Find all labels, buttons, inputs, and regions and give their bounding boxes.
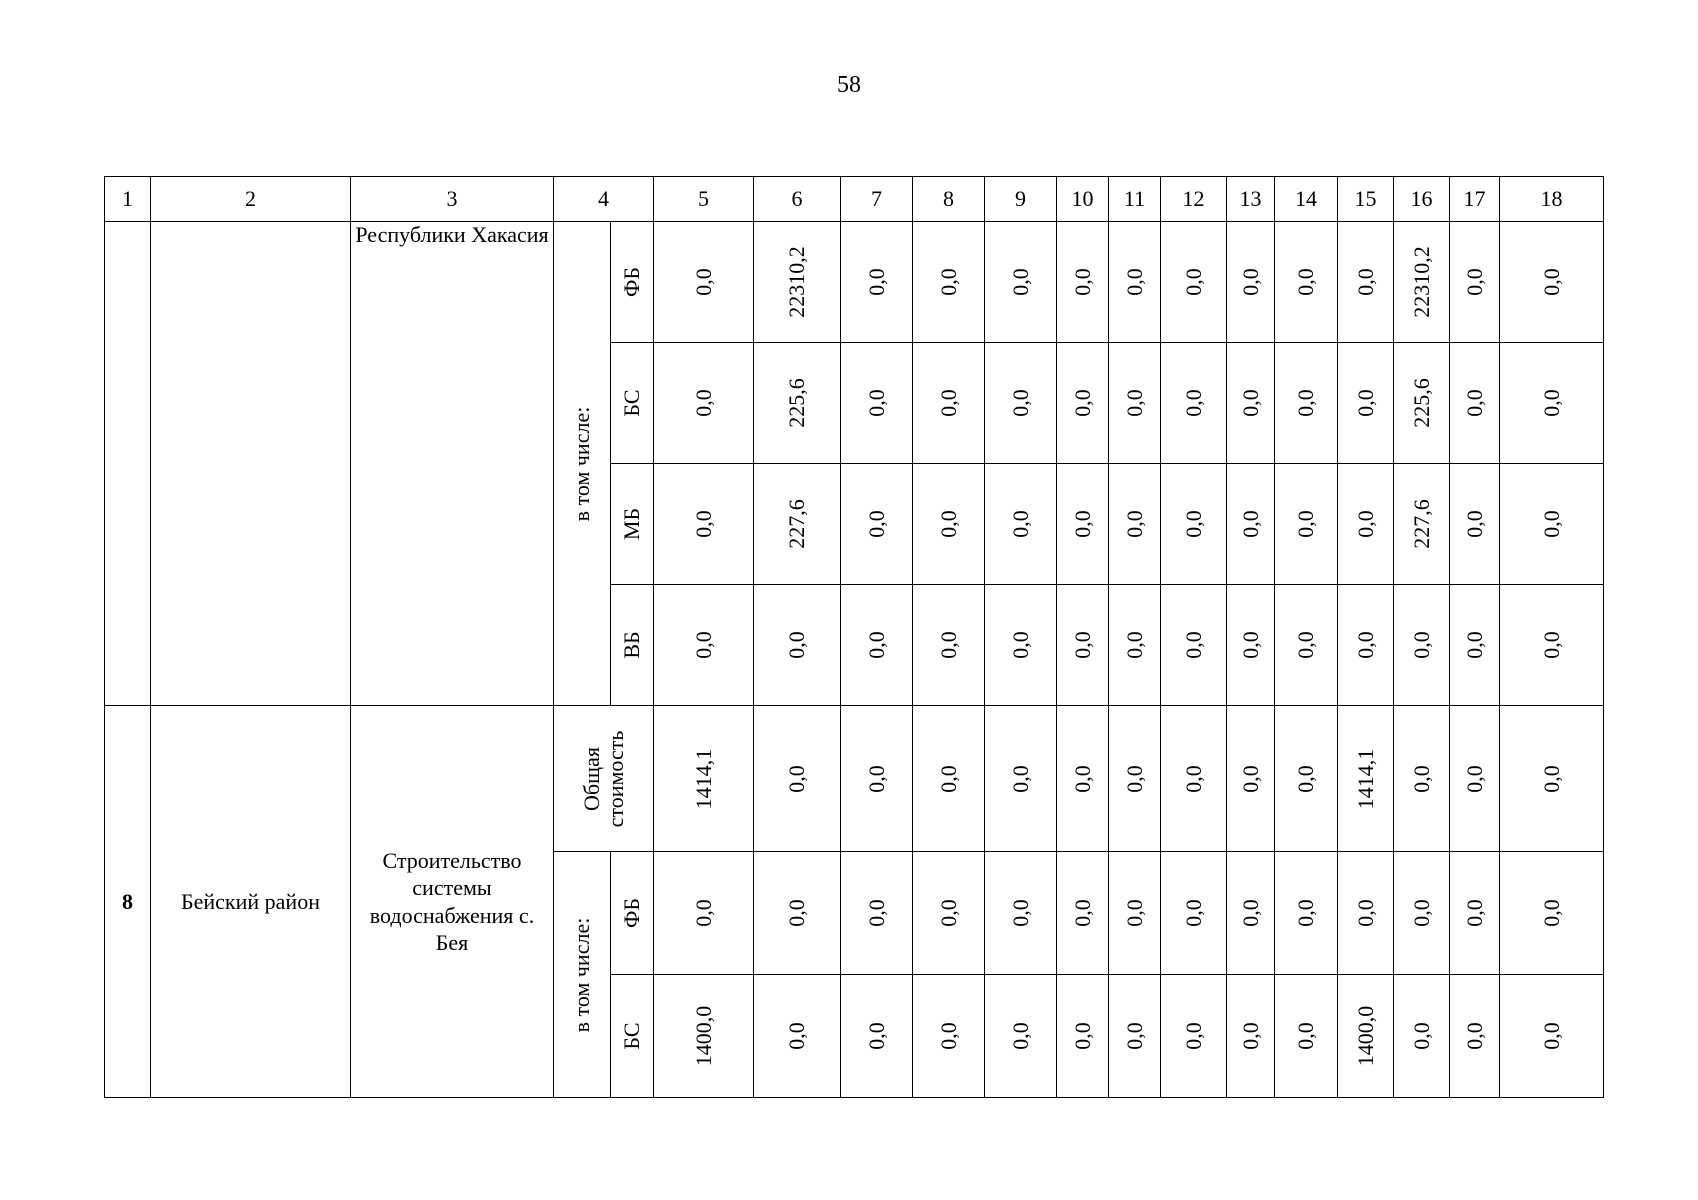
district-cell [151,222,351,706]
row-number-cell [105,222,151,706]
column-number: 13 [1227,177,1275,222]
value-cell: 0,0 [1538,1022,1564,1050]
value-cell: 0,0 [1007,510,1033,538]
value-cell: 0,0 [1408,899,1434,927]
value-cell: 0,0 [1069,510,1095,538]
value-cell: 0,0 [1292,631,1318,659]
subtotal-label: в том числе: [568,917,594,1032]
column-number: 14 [1275,177,1338,222]
value-cell: 0,0 [935,510,961,538]
value-cell: 0,0 [690,899,716,927]
value-cell: 1414,1 [690,748,716,809]
column-number: 18 [1500,177,1604,222]
value-cell: 0,0 [863,389,889,417]
value-cell: 0,0 [1292,764,1318,793]
value-cell: 0,0 [1180,764,1206,793]
value-cell: 0,0 [1461,268,1487,296]
value-cell: 0,0 [935,389,961,417]
value-cell: 0,0 [935,631,961,659]
value-cell: 0,0 [863,510,889,538]
table-row [105,706,1604,852]
value-cell: 0,0 [1538,899,1564,927]
funding-source: МБ [618,507,644,541]
value-cell: 0,0 [783,1022,809,1050]
value-cell: 0,0 [1007,389,1033,417]
value-cell: 1414,1 [1352,748,1378,809]
column-number: 1 [105,177,151,222]
value-cell: 0,0 [935,899,961,927]
value-cell: 0,0 [1292,510,1318,538]
value-cell: 0,0 [1408,764,1434,793]
value-cell: 1400,0 [1352,1005,1378,1067]
column-number-row [105,177,1604,222]
value-cell: 0,0 [1180,899,1206,927]
column-number: 16 [1394,177,1450,222]
row-number-cell: 8 [105,706,151,1098]
value-cell: 0,0 [1069,268,1095,296]
value-cell: 0,0 [1180,389,1206,417]
value-cell: 0,0 [1237,268,1263,296]
district-cell: Бейский район [151,706,351,1098]
value-cell: 0,0 [1180,631,1206,659]
value-cell: 22310,2 [783,246,809,318]
value-cell: 0,0 [1461,764,1487,793]
value-cell: 0,0 [1121,899,1147,927]
value-cell: 0,0 [1237,899,1263,927]
column-number: 8 [913,177,985,222]
value-cell: 0,0 [1007,268,1033,296]
value-cell: 0,0 [1408,631,1434,659]
value-cell: 0,0 [1461,1022,1487,1050]
funding-source: ФБ [618,266,644,298]
table-row [105,222,1604,343]
value-cell: 0,0 [1007,631,1033,659]
column-number: 7 [841,177,913,222]
value-cell: 0,0 [1069,631,1095,659]
value-cell: 0,0 [1121,389,1147,417]
column-number: 2 [151,177,351,222]
value-cell: 0,0 [1121,268,1147,296]
funding-source: БС [618,389,644,417]
value-cell: 0,0 [1352,899,1378,927]
value-cell: 0,0 [1538,764,1564,793]
column-number: 6 [754,177,841,222]
value-cell: 0,0 [863,631,889,659]
funding-source: БС [618,1022,644,1050]
value-cell: 0,0 [1538,631,1564,659]
value-cell: 0,0 [1007,764,1033,793]
value-cell: 0,0 [935,764,961,793]
value-cell: 0,0 [1538,389,1564,417]
column-number: 10 [1057,177,1109,222]
value-cell: 0,0 [1237,764,1263,793]
column-number: 11 [1109,177,1161,222]
value-cell: 0,0 [783,899,809,927]
value-cell: 0,0 [1069,1022,1095,1050]
value-cell: 0,0 [1352,510,1378,538]
value-cell: 0,0 [1352,268,1378,296]
value-cell: 0,0 [863,268,889,296]
value-cell: 0,0 [1292,268,1318,296]
value-cell: 0,0 [863,764,889,793]
funding-source: ФБ [618,897,644,929]
value-cell: 0,0 [1180,1022,1206,1050]
subtotal-label: в том числе: [568,406,594,521]
value-cell: 0,0 [1237,510,1263,538]
subtotal-label-cell [554,222,611,706]
column-number: 3 [351,177,554,222]
column-number: 5 [654,177,754,222]
column-number: 12 [1161,177,1227,222]
value-cell: 0,0 [1007,1022,1033,1050]
total-label: Общая стоимость [578,730,628,827]
funding-source: ВБ [618,631,644,659]
value-cell: 0,0 [783,631,809,659]
object-cell: Строительство системы водоснабжения с. Бея [351,706,554,1098]
value-cell: 0,0 [1237,1022,1263,1050]
value-cell: 0,0 [1352,631,1378,659]
value-cell: 0,0 [1408,1022,1434,1050]
value-cell: 0,0 [1461,389,1487,417]
subtotal-label-cell [554,852,611,1098]
value-cell: 22310,2 [1408,246,1434,318]
value-cell: 0,0 [1292,899,1318,927]
column-number: 17 [1450,177,1500,222]
column-number: 9 [985,177,1057,222]
page-number: 58 [837,72,861,98]
value-cell: 0,0 [690,389,716,417]
value-cell: 0,0 [863,1022,889,1050]
value-cell: 0,0 [1292,1022,1318,1050]
value-cell: 0,0 [1538,268,1564,296]
value-cell: 0,0 [690,268,716,296]
column-number: 4 [554,177,654,222]
value-cell: 0,0 [1538,510,1564,538]
value-cell: 0,0 [1461,510,1487,538]
value-cell: 0,0 [1180,268,1206,296]
value-cell: 0,0 [690,631,716,659]
value-cell: 225,6 [1408,378,1434,428]
column-number: 15 [1338,177,1394,222]
value-cell: 0,0 [1237,631,1263,659]
value-cell: 227,6 [783,499,809,549]
value-cell: 0,0 [1180,510,1206,538]
value-cell: 0,0 [1121,1022,1147,1050]
value-cell: 0,0 [1352,389,1378,417]
value-cell: 0,0 [1121,631,1147,659]
value-cell: 0,0 [690,510,716,538]
value-cell: 0,0 [1007,899,1033,927]
value-cell: 0,0 [863,899,889,927]
value-cell: 0,0 [1069,899,1095,927]
value-cell: 0,0 [1121,510,1147,538]
value-cell: 0,0 [1069,389,1095,417]
object-cell: Республики Хакасия [351,222,554,706]
budget-table [104,176,1604,1098]
value-cell: 0,0 [1069,764,1095,793]
value-cell: 0,0 [1292,389,1318,417]
value-cell: 0,0 [1461,899,1487,927]
value-cell: 0,0 [1237,389,1263,417]
value-cell: 0,0 [1121,764,1147,793]
value-cell: 0,0 [1461,631,1487,659]
value-cell: 0,0 [935,268,961,296]
value-cell: 225,6 [783,378,809,428]
value-cell: 1400,0 [690,1005,716,1067]
value-cell: 0,0 [783,764,809,793]
value-cell: 0,0 [935,1022,961,1050]
value-cell: 227,6 [1408,499,1434,549]
